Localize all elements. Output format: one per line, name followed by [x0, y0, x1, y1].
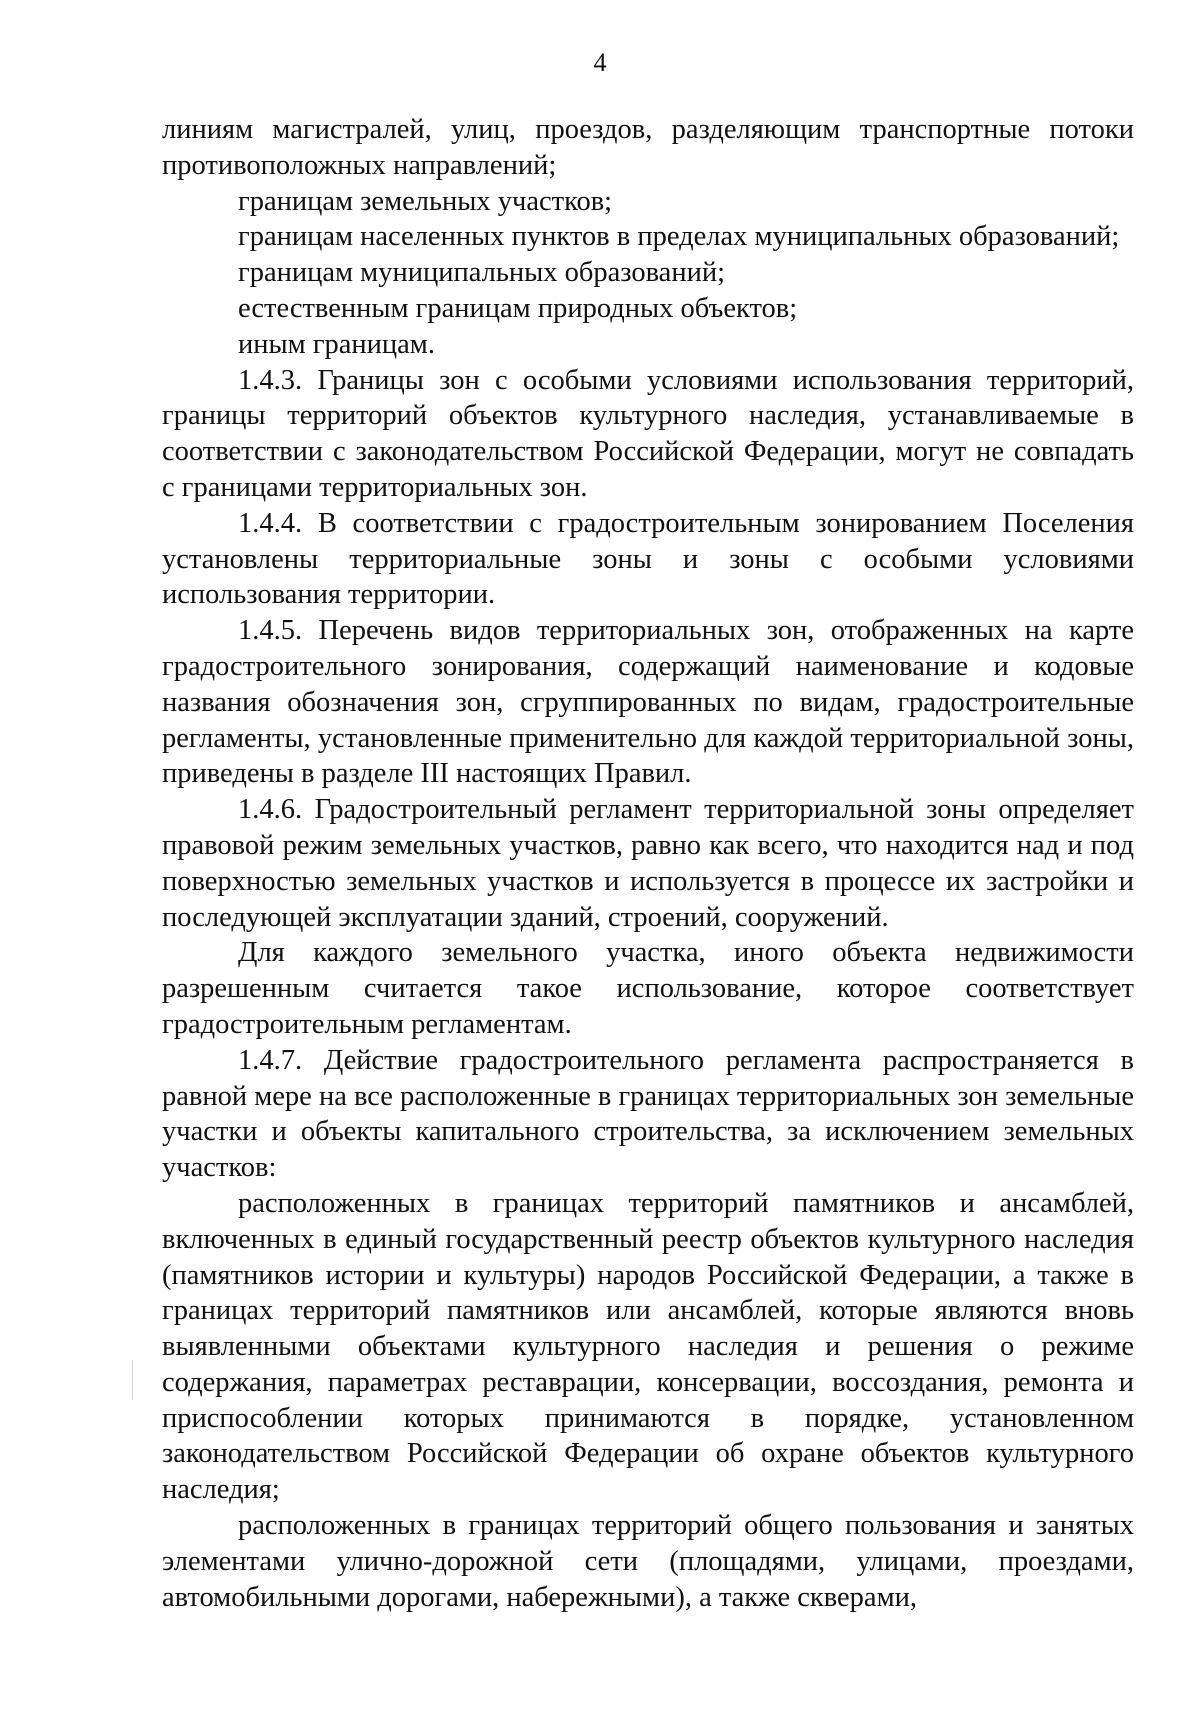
- paragraph-1-4-7: 1.4.7. Действие градостроительного регламента распространяется в равной мере на все расположенные в границах территориальных зон земельные участки и объекты капитального строительства, за исключением земельных участков:: [162, 1044, 1134, 1184]
- paragraph-exception-heritage: расположенных в границах территорий памятников и ансамблей, включенных в единый государственный реестр объектов культурного наследия (памятников истории и культуры) народов Российской Федерации, а также в границах территорий памятников или ансамблей, которые являются вновь выявленными объектами культурного наследия и решения о режиме содержания, параметрах реставрации, консервации, воссоздания, ремонта и приспособлении которых принимаются в порядке, установленном законодательством Российской Федерации об охране объектов культурного наследия;: [162, 1187, 1134, 1506]
- paragraph-1-4-6: 1.4.6. Градостроительный регламент территориальной зоны определяет правовой режим земельных участков, равно как всего, что находится над и под поверхностью земельных участков и используется в процессе их застройки и последующей эксплуатации зданий, строений, сооружений.: [162, 794, 1134, 933]
- page-number: 4: [593, 48, 607, 77]
- scan-artifact-line: [132, 1360, 133, 1400]
- paragraph-1-4-4: 1.4.4. В соответствии с градостроительным зонированием Поселения установлены территориальные зоны и зоны с особыми условиями использования территории.: [162, 507, 1134, 611]
- paragraph-boundary-natural: естественным границам природных объектов;: [238, 292, 798, 324]
- paragraph-1-4-5: 1.4.5. Перечень видов территориальных зон, отображенных на карте градостроительного зонирования, содержащий наименование и кодовые названия обозначения зон, сгруппированных по видам, градостроительные регламенты, установленные применительно для каждой территориальной зоны, приведены в разделе III настоящих Правил.: [162, 615, 1134, 790]
- paragraph-1-4-3: 1.4.3. Границы зон с особыми условиями использования территорий, границы территорий объектов культурного наследия, устанавливаемые в соответствии с законодательством Российской Федерации, могут не совпадать с границами территориальных зон.: [162, 364, 1134, 503]
- paragraph-exception-public-areas: расположенных в границах территорий общего пользования и занятых элементами улично-дорожной сети (площадями, улицами, проездами, автомобильными дорогами, набережными), а также скверами,: [162, 1510, 1134, 1613]
- paragraph-boundary-highways: линиям магистралей, улиц, проездов, разделяющим транспортные потоки противоположных направлений;: [162, 114, 1134, 181]
- document-body: [162, 112, 1134, 1615]
- paragraph-boundary-settlements: границам населенных пунктов в пределах муниципальных образований;: [238, 221, 1120, 253]
- paragraph-boundary-municipalities: границам муниципальных образований;: [238, 257, 725, 289]
- paragraph-boundary-land-plots: границам земельных участков;: [238, 185, 613, 217]
- paragraph-permitted-use: Для каждого земельного участка, иного объекта недвижимости разрешенным считается такое использование, которое соответствует градостроительным регламентам.: [162, 937, 1134, 1040]
- paragraph-boundary-other: иным границам.: [238, 328, 435, 360]
